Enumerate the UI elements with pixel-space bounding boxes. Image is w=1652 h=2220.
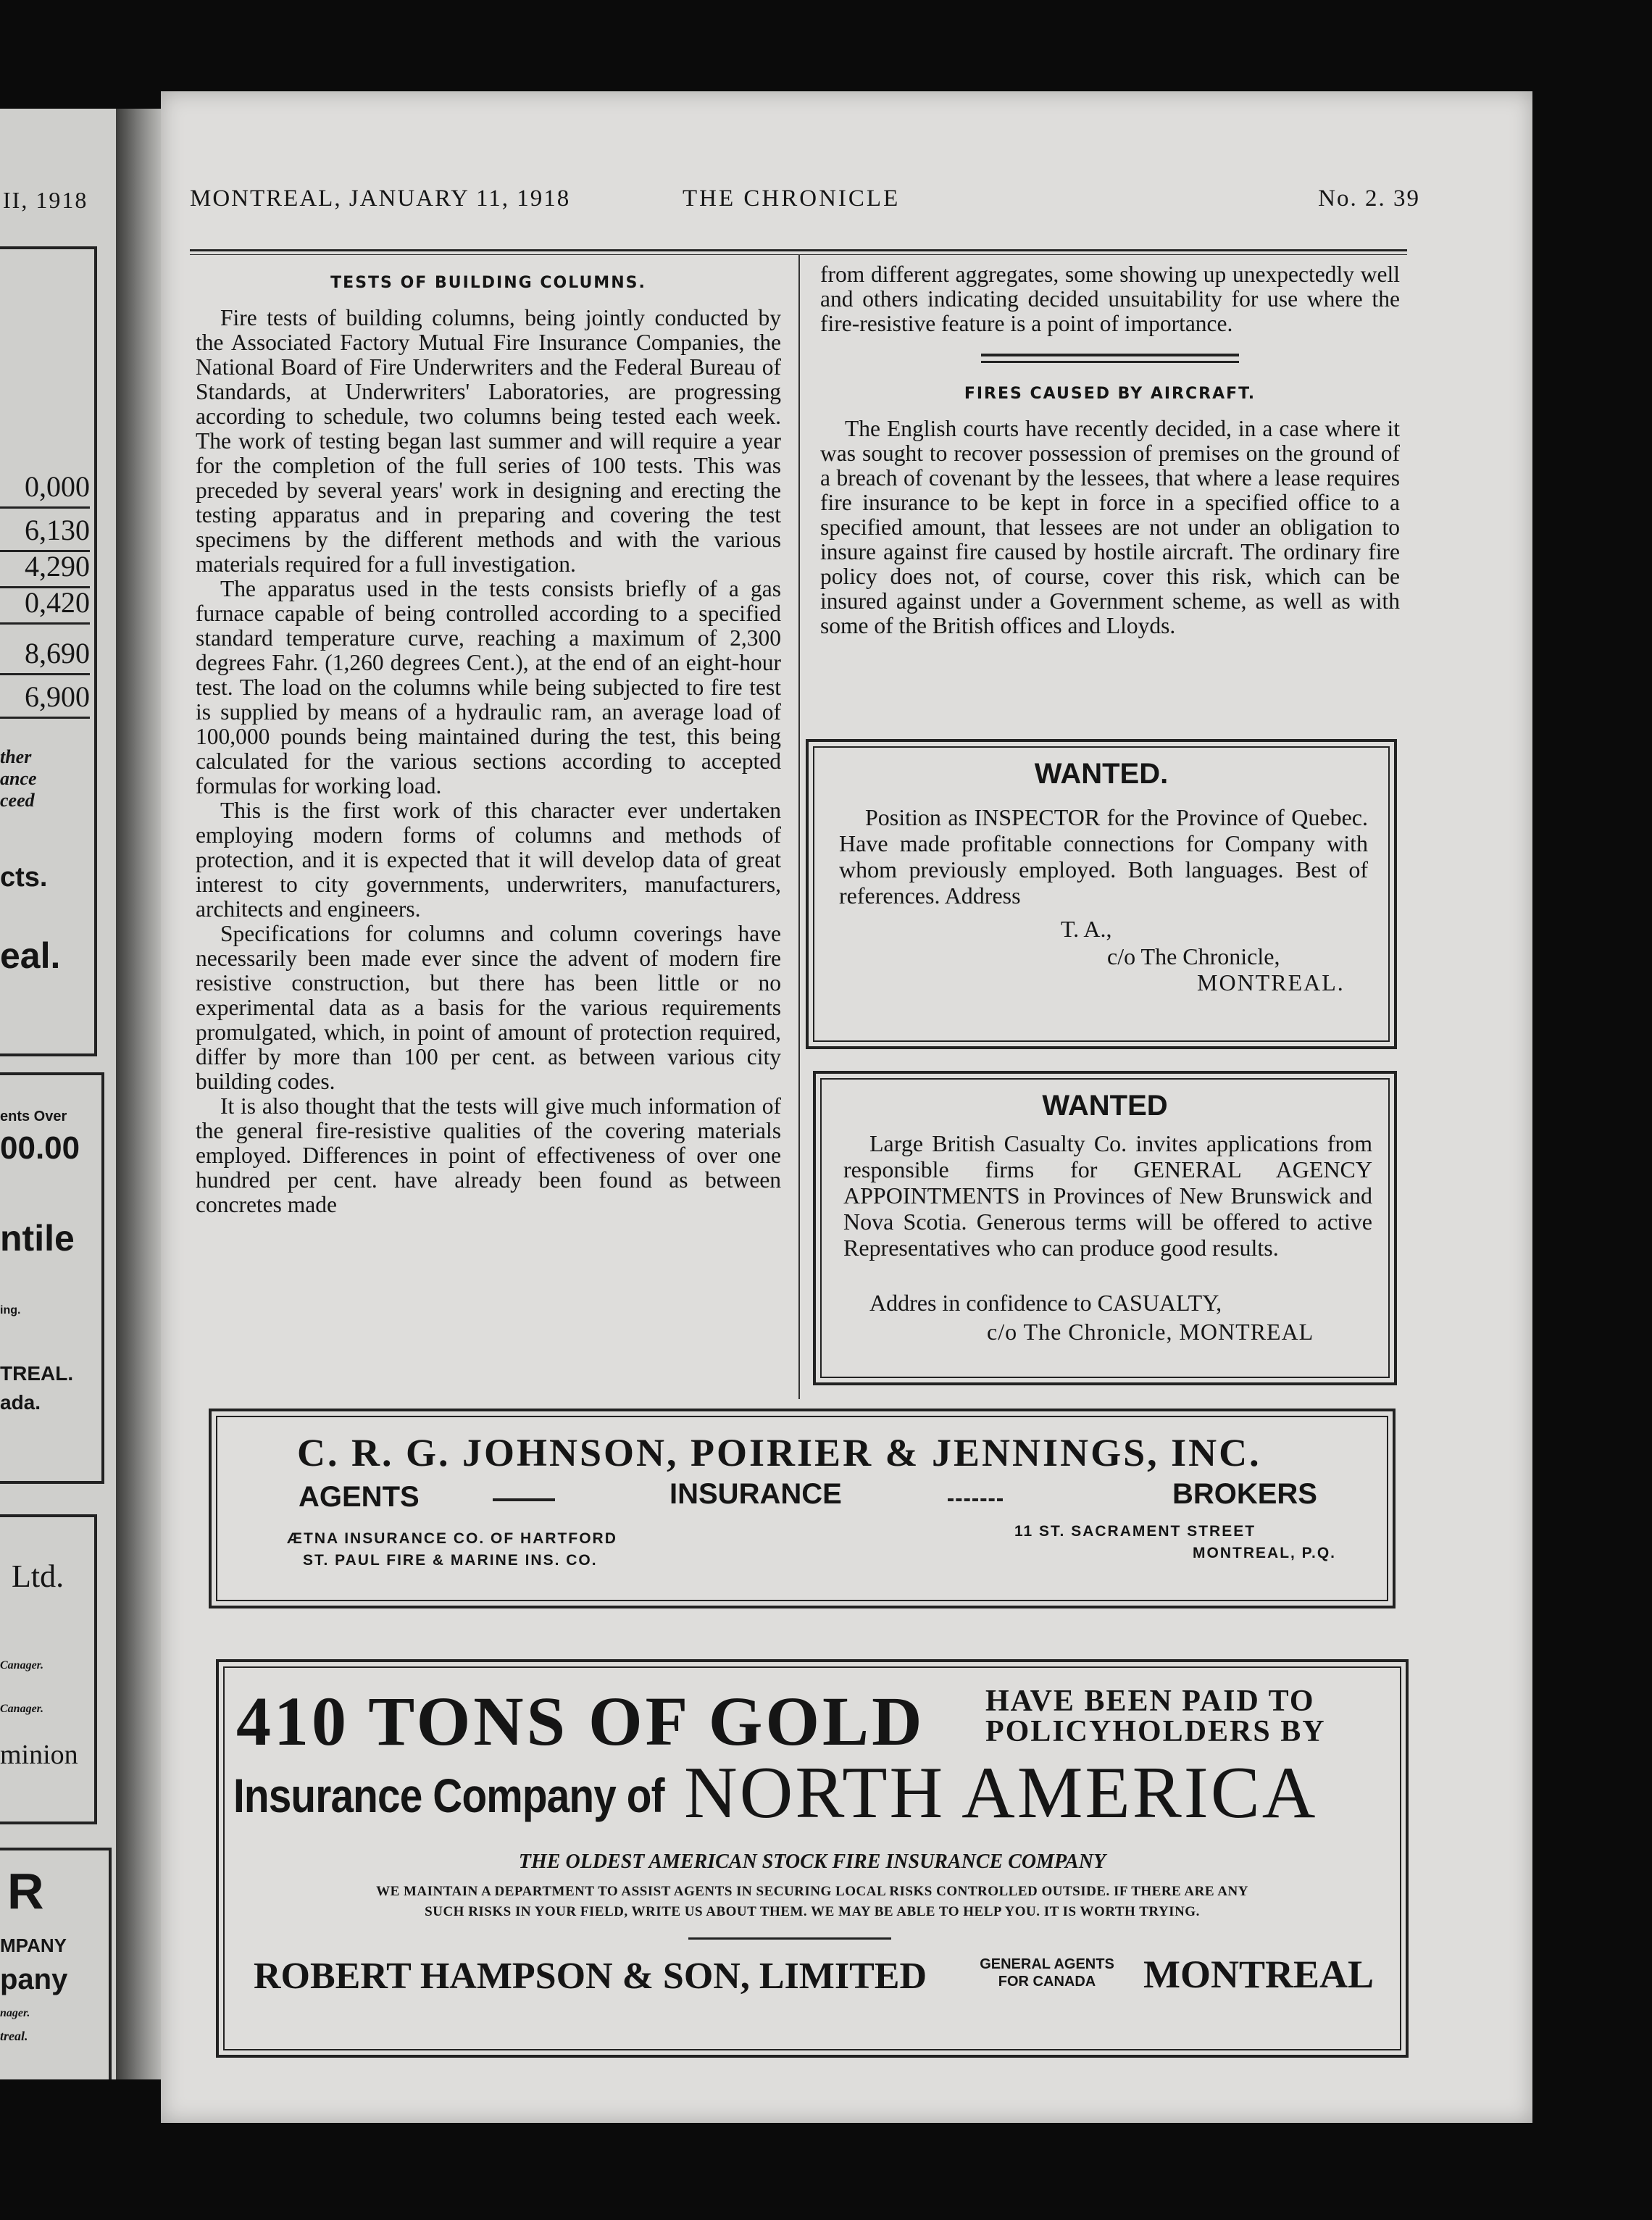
gold-general: GENERAL AGENTS: [980, 1956, 1114, 1972]
left-number: 8,690: [0, 636, 90, 675]
gold-agent: ROBERT HAMPSON & SON, LIMITED: [254, 1956, 927, 1997]
wanted-title: WANTED.: [1034, 758, 1169, 790]
article-paragraph: This is the first work of this character ever undertaken employing modern forms of columns and methods of protection, and it is expected that it will develop data of great interest to city governments, underwriters, manufacturers, architects and engineers.: [196, 798, 781, 922]
left-page-edge: [0, 109, 120, 2079]
section-divider: [981, 354, 1239, 363]
wanted-address: Addres in confidence to CASUALTY,: [869, 1290, 1222, 1316]
left-fragment: ance: [0, 768, 37, 789]
gold-notice: WE MAINTAIN A DEPARTMENT TO ASSIST AGENTS IN SECURING LOCAL RISKS CONTROLLED OUTSIDE. IF THERE ARE ANY: [376, 1884, 1248, 1899]
company-name: NORTH AMERICA: [684, 1752, 1318, 1834]
article-paragraph: The English courts have recently decided, in a case where it was sought to recover possession of premises on the ground of a breach of covenant by the lessees, that where a lease requires fire insurance to be kept in force in a specified office to a specified amount, that lessees are not under an obligation to insure against fire caused by hostile aircraft. The ordinary fire policy does not, of course, cover this risk, which can be insured against under a Government scheme, as well as with some of the British offices and Lloyds.: [820, 416, 1400, 638]
left-fragment: R: [7, 1863, 44, 1919]
left-number: 0,420: [0, 585, 90, 625]
left-fragment: Canager.: [0, 1703, 44, 1715]
johnson-insurance: INSURANCE: [669, 1478, 842, 1510]
left-fragment: cts.: [0, 862, 48, 893]
gold-side-text: HAVE BEEN PAID TO: [985, 1685, 1315, 1718]
left-fragment: ing.: [0, 1304, 21, 1316]
gold-notice: SUCH RISKS IN YOUR FIELD, WRITE US ABOUT THEM. WE MAY BE ABLE TO HELP YOU. IT IS WORTH TRYING.: [425, 1904, 1200, 1919]
left-fragment: eal.: [0, 935, 61, 976]
left-fragment: ther: [0, 746, 32, 767]
gold-headline: 410 TONS OF GOLD: [236, 1682, 925, 1760]
article-paragraph: Specifications for columns and column coverings have necessarily been made ever since the advent of modern fire resistive construction, but there has been little or no experimental data as a basis for the various requirements promulgated, which, in point of amount of protection required, differ by more than 100 per cent. as between various city building codes.: [196, 921, 781, 1094]
left-page-header: II, 1918: [3, 187, 88, 213]
article-left-column: [196, 271, 781, 1217]
left-number: 4,290: [0, 549, 90, 588]
johnson-address: 11 ST. SACRAMENT STREET: [1014, 1523, 1256, 1540]
wanted-signature: MONTREAL.: [1197, 969, 1345, 996]
article-paragraph: It is also thought that the tests will give much information of the general fire-resistive qualities of the covering materials employed. Differences in point of effectiveness of over one hundred per cent. have already been found as between concretes made: [196, 1093, 781, 1217]
left-fragment: pany: [0, 1964, 68, 1995]
left-fragment: 00.00: [0, 1130, 80, 1166]
gold-tagline: THE OLDEST AMERICAN STOCK FIRE INSURANCE COMPANY: [518, 1850, 1106, 1873]
company-prefix: Insurance Company of: [233, 1769, 664, 1822]
article-title: TESTS OF BUILDING COLUMNS.: [330, 274, 646, 292]
johnson-address: MONTREAL, P.Q.: [1193, 1545, 1336, 1561]
johnson-dash: [493, 1498, 555, 1501]
left-fragment: ents Over: [0, 1109, 67, 1124]
gold-general: FOR CANADA: [998, 1974, 1096, 1990]
wanted-ad-inspector: [806, 739, 1397, 1049]
johnson-dash: [948, 1498, 1003, 1501]
north-america-ad: [216, 1659, 1409, 2058]
wanted-signature: c/o The Chronicle, MONTREAL: [987, 1319, 1314, 1345]
header-page-number: No. 2. 39: [1318, 185, 1420, 212]
left-number: 6,130: [0, 513, 90, 552]
article-title: FIRES CAUSED BY AIRCRAFT.: [964, 385, 1256, 403]
article-paragraph: The apparatus used in the tests consists briefly of a gas furnace capable of being controlled according to a specified standard temperature curve, reaching a maximum of 2,300 degrees Fahr. (1,260 degrees Cent.), at the end of an eight-hour test. The load on the columns while being subjected to fire test is supplied by means of a hydraulic ram, an average load of 100,000 pounds being maintained during the test, this being calculated for the various sections according to accepted formulas for working load.: [196, 576, 781, 798]
left-fragment: minion: [0, 1740, 78, 1770]
left-fragment: nager.: [0, 2007, 30, 2019]
left-fragment: MPANY: [0, 1935, 67, 1956]
article-continuation: from different aggregates, some showing up unexpectedly well and others indicating decided unsuitability for use where the fire-resistive feature is a point of importance.: [820, 262, 1400, 336]
wanted-body: Position as INSPECTOR for the Province of Quebec. Have made profitable connections for Company with whom previously employed. Both languages. Best of references. Address: [839, 804, 1368, 909]
header-title: THE CHRONICLE: [683, 185, 901, 212]
left-fragment: ntile: [0, 1218, 75, 1259]
page-header: [190, 185, 1420, 229]
left-fragment: treal.: [0, 2029, 28, 2043]
johnson-company: ST. PAUL FIRE & MARINE INS. CO.: [303, 1552, 598, 1569]
left-fragment: ada.: [0, 1391, 41, 1414]
article-paragraph: Fire tests of building columns, being jointly conducted by the Associated Factory Mutual Fire Insurance Companies, the National Board of Fire Underwriters and the Federal Bureau of Standards, at Underwriters' Laboratories, are progressing according to schedule, two columns being tested each week. The work of testing began last summer and will require a year for the completion of the full series of 100 tests. This was preceded by several years' work in designing and erecting the testing apparatus and in preparing and covering the test specimens by the different methods and with the various materials required for a full investigation.: [196, 305, 781, 577]
column-divider: [798, 254, 800, 1399]
left-number: 0,000: [0, 470, 90, 509]
johnson-company: ÆTNA INSURANCE CO. OF HARTFORD: [287, 1530, 617, 1547]
johnson-name: C. R. G. JOHNSON, POIRIER & JENNINGS, INC.: [297, 1431, 1261, 1474]
gold-city: MONTREAL: [1143, 1953, 1374, 1996]
book-spine-shadow: [116, 109, 161, 2079]
johnson-brokers: BROKERS: [1172, 1478, 1317, 1510]
wanted-body: Large British Casualty Co. invites applications from responsible firms for GENERAL AGENCY APPOINTMENTS in Provinces of New Brunswick and Nova Scotia. Generous terms will be offered to active Representatives who can produce good results.: [843, 1130, 1372, 1261]
left-fragment: Canager.: [0, 1659, 44, 1672]
left-fragment: Ltd.: [12, 1558, 64, 1594]
left-fragment: TREAL.: [0, 1362, 74, 1385]
wanted-title: WANTED: [1042, 1090, 1168, 1122]
wanted-ad-casualty: [813, 1071, 1397, 1385]
gold-side-text: POLICYHOLDERS BY: [985, 1715, 1326, 1748]
newspaper-page: [161, 91, 1532, 2123]
johnson-ad: [209, 1409, 1396, 1608]
header-date: MONTREAL, JANUARY 11, 1918: [190, 185, 571, 212]
left-fragment: ceed: [0, 790, 35, 811]
article-right-column: [820, 262, 1400, 638]
wanted-signature: c/o The Chronicle,: [1107, 943, 1280, 969]
johnson-agents: AGENTS: [299, 1481, 420, 1513]
gold-rule: [688, 1937, 891, 1940]
left-number: 6,900: [0, 680, 90, 719]
wanted-signature: T. A.,: [1061, 916, 1112, 942]
